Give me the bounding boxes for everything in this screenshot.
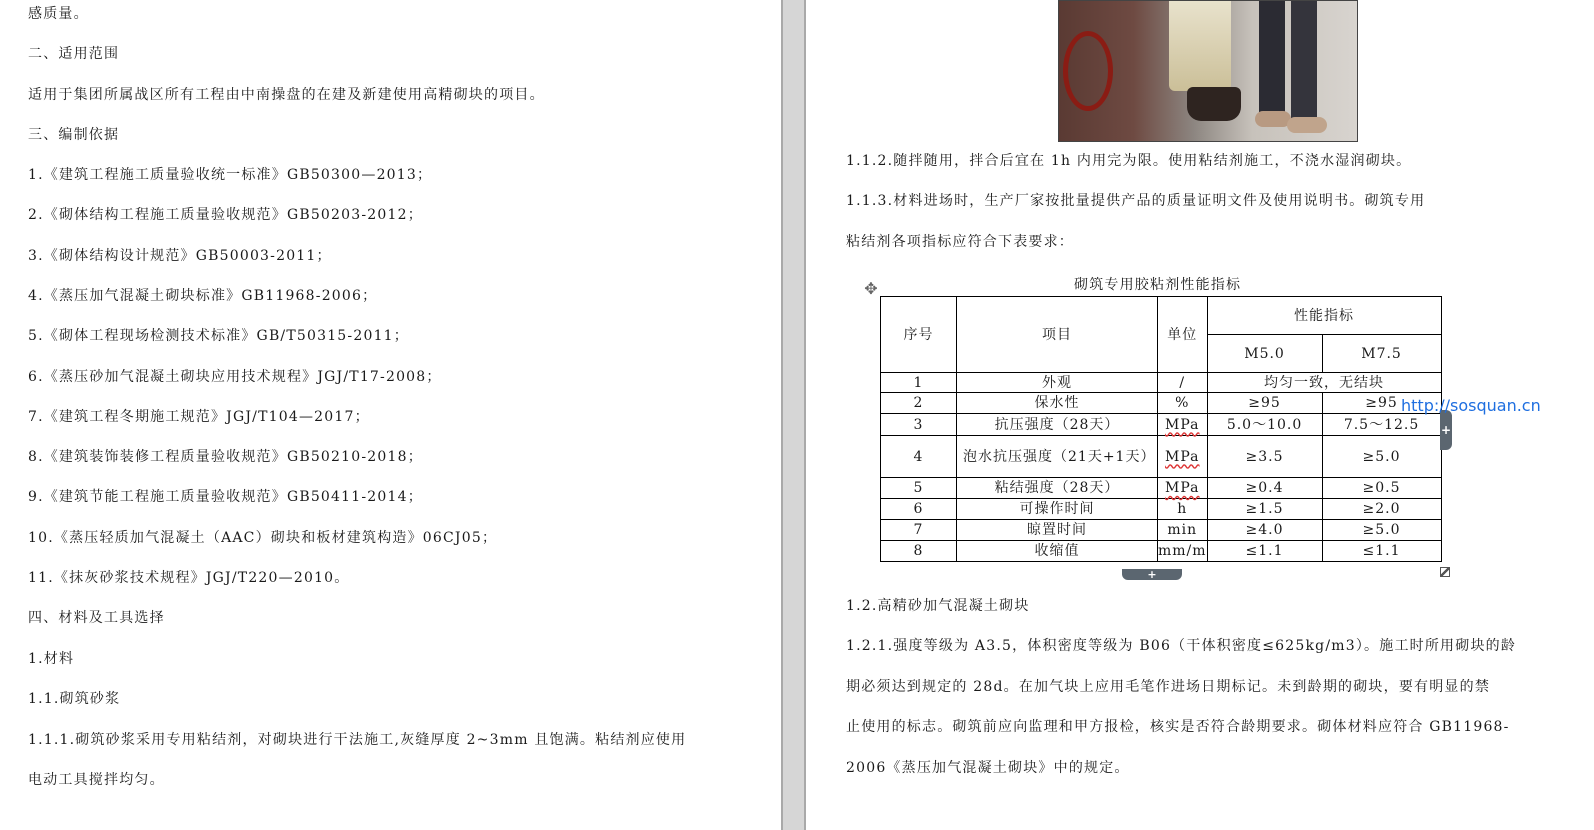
text-line: 感质量。 bbox=[28, 6, 89, 22]
cell-no: 6 bbox=[881, 499, 957, 520]
table-row bbox=[881, 393, 1442, 414]
cell-unit: mm/m bbox=[1158, 541, 1208, 562]
cell-m50: ≥3.5 bbox=[1207, 436, 1322, 478]
list-item: 4.《蒸压加气混凝土砌块标准》GB11968-2006； bbox=[28, 288, 378, 304]
watermark-link[interactable]: http://sosquan.cn bbox=[1401, 396, 1541, 415]
text-line: 1.1.3.材料进场时，生产厂家按批量提供产品的质量证明文件及使用说明书。砌筑专用 bbox=[846, 193, 1426, 209]
spec-table bbox=[880, 296, 1442, 562]
cell-m50: ≥1.5 bbox=[1207, 499, 1322, 520]
list-item: 2.《砌体结构工程施工质量验收规范》GB50203-2012； bbox=[28, 207, 423, 223]
subheading: 1.1.砌筑砂浆 bbox=[28, 691, 121, 707]
hose-shape bbox=[1063, 31, 1113, 111]
subheading: 1.2.高精砂加气混凝土砌块 bbox=[846, 598, 1030, 614]
cell-no: 8 bbox=[881, 541, 957, 562]
cell-item: 收缩值 bbox=[957, 541, 1158, 562]
header-performance: 性能指标 bbox=[1207, 297, 1441, 335]
section-heading: 三、编制依据 bbox=[28, 127, 120, 143]
table-row bbox=[881, 414, 1442, 436]
cell-item: 粘结强度（28天） bbox=[957, 478, 1158, 499]
header-no: 序号 bbox=[881, 297, 957, 373]
cell-m75: 7.5～12.5 bbox=[1322, 414, 1441, 436]
header-m75: M7.5 bbox=[1322, 335, 1441, 373]
text-line: 粘结剂各项指标应符合下表要求： bbox=[846, 234, 1074, 250]
move-icon[interactable]: ✥ bbox=[864, 279, 878, 298]
text-line: 1.2.1.强度等级为 A3.5，体积密度等级为 B06（干体积密度≤625kg/m3）。施工时所用砌块的龄 bbox=[846, 638, 1517, 654]
text-line: 1.1.2.随拌随用，拌合后宜在 1h 内用完为限。使用粘结剂施工，不浇水湿润砌块。 bbox=[846, 153, 1412, 169]
header-item: 项目 bbox=[957, 297, 1158, 373]
cell-no: 3 bbox=[881, 414, 957, 436]
cell-unit: / bbox=[1158, 373, 1208, 393]
cell-unit: MPa bbox=[1158, 478, 1208, 499]
cell-no: 2 bbox=[881, 393, 957, 414]
cell-item: 晾置时间 bbox=[957, 520, 1158, 541]
table-row bbox=[881, 478, 1442, 499]
adhesive-bag-shape bbox=[1169, 1, 1231, 91]
table-row bbox=[881, 520, 1442, 541]
cell-no: 7 bbox=[881, 520, 957, 541]
list-item: 11.《抹灰砂浆技术规程》JGJ/T220—2010。 bbox=[28, 570, 350, 586]
shoe-shape bbox=[1287, 117, 1327, 133]
cell-no: 5 bbox=[881, 478, 957, 499]
cell-item: 保水性 bbox=[957, 393, 1158, 414]
leg-shape bbox=[1259, 1, 1285, 119]
document-page-right bbox=[806, 0, 1594, 830]
document-page-left bbox=[0, 0, 781, 830]
cell-unit: % bbox=[1158, 393, 1208, 414]
list-item: 6.《蒸压砂加气混凝土砌块应用技术规程》JGJ/T17-2008； bbox=[28, 369, 442, 385]
cell-unit: h bbox=[1158, 499, 1208, 520]
header-unit: 单位 bbox=[1158, 297, 1208, 373]
cell-m50: 5.0～10.0 bbox=[1207, 414, 1322, 436]
text-line: 期必须达到规定的 28d。在加气块上应用毛笔作进场日期标记。未到龄期的砌块，要有明显的禁 bbox=[846, 679, 1491, 695]
resize-icon[interactable] bbox=[1440, 567, 1450, 577]
cell-unit: MPa bbox=[1158, 436, 1208, 478]
cell-item: 抗压强度（28天） bbox=[957, 414, 1158, 436]
list-item: 1.《建筑工程施工质量验收统一标准》GB50300—2013； bbox=[28, 167, 433, 183]
table-caption: 砌筑专用胶粘剂性能指标 bbox=[1074, 277, 1242, 293]
section-heading: 四、材料及工具选择 bbox=[28, 610, 165, 626]
list-item: 8.《建筑装饰装修工程质量验收规范》GB50210-2018； bbox=[28, 449, 423, 465]
shoe-shape bbox=[1255, 111, 1291, 127]
list-item: 3.《砌体结构设计规范》GB50003-2011； bbox=[28, 248, 332, 264]
cell-m75: ≥95 bbox=[1322, 393, 1441, 414]
list-item: 10.《蒸压轻质加气混凝土（AAC）砌块和板材建筑构造》06CJ05； bbox=[28, 530, 498, 546]
plus-icon[interactable]: + bbox=[1122, 569, 1182, 580]
cell-m75: ≥2.0 bbox=[1322, 499, 1441, 520]
table-row bbox=[881, 436, 1442, 478]
table-row bbox=[881, 499, 1442, 520]
text-line: 电动工具搅拌均匀。 bbox=[28, 772, 165, 788]
cell-m75: ≥0.5 bbox=[1322, 478, 1441, 499]
cell-m75: ≤1.1 bbox=[1322, 541, 1441, 562]
cell-unit: MPa bbox=[1158, 414, 1208, 436]
text-line: 2006《蒸压加气混凝土砌块》中的规定。 bbox=[846, 760, 1130, 776]
cell-unit: min bbox=[1158, 520, 1208, 541]
list-item: 5.《砌体工程现场检测技术标准》GB/T50315-2011； bbox=[28, 328, 409, 344]
list-item: 9.《建筑节能工程施工质量验收规范》GB50411-2014； bbox=[28, 489, 423, 505]
plus-icon[interactable]: + bbox=[1440, 410, 1452, 450]
leg-shape bbox=[1291, 1, 1317, 123]
text-line: 适用于集团所属战区所有工程由中南操盘的在建及新建使用高精砌块的项目。 bbox=[28, 87, 545, 103]
page-shadow bbox=[781, 0, 783, 830]
cell-value: 均匀一致，无结块 bbox=[1207, 373, 1441, 393]
cell-m75: ≥5.0 bbox=[1322, 436, 1441, 478]
header-m50: M5.0 bbox=[1207, 335, 1322, 373]
construction-photo bbox=[1058, 0, 1358, 142]
subheading: 1.材料 bbox=[28, 651, 75, 667]
text-line: 止使用的标志。砌筑前应向监理和甲方报检，核实是否符合龄期要求。砌体材料应符合 GB11968- bbox=[846, 719, 1510, 735]
cell-no: 4 bbox=[881, 436, 957, 478]
cell-m50: ≤1.1 bbox=[1207, 541, 1322, 562]
bucket-shape bbox=[1187, 87, 1241, 121]
cell-item: 外观 bbox=[957, 373, 1158, 393]
cell-no: 1 bbox=[881, 373, 957, 393]
section-heading: 二、适用范围 bbox=[28, 46, 120, 62]
table-row bbox=[881, 541, 1442, 562]
cell-item: 可操作时间 bbox=[957, 499, 1158, 520]
page-gap bbox=[781, 0, 806, 830]
cell-item: 泡水抗压强度（21天+1天） bbox=[957, 436, 1158, 478]
text-line: 1.1.1.砌筑砂浆采用专用粘结剂，对砌块进行干法施工,灰缝厚度 2~3mm 且饱满。粘结剂应使用 bbox=[28, 732, 687, 748]
table-row bbox=[881, 373, 1442, 393]
cell-m50: ≥95 bbox=[1207, 393, 1322, 414]
cell-m50: ≥4.0 bbox=[1207, 520, 1322, 541]
cell-m50: ≥0.4 bbox=[1207, 478, 1322, 499]
list-item: 7.《建筑工程冬期施工规范》JGJ/T104—2017； bbox=[28, 409, 370, 425]
cell-m75: ≥5.0 bbox=[1322, 520, 1441, 541]
